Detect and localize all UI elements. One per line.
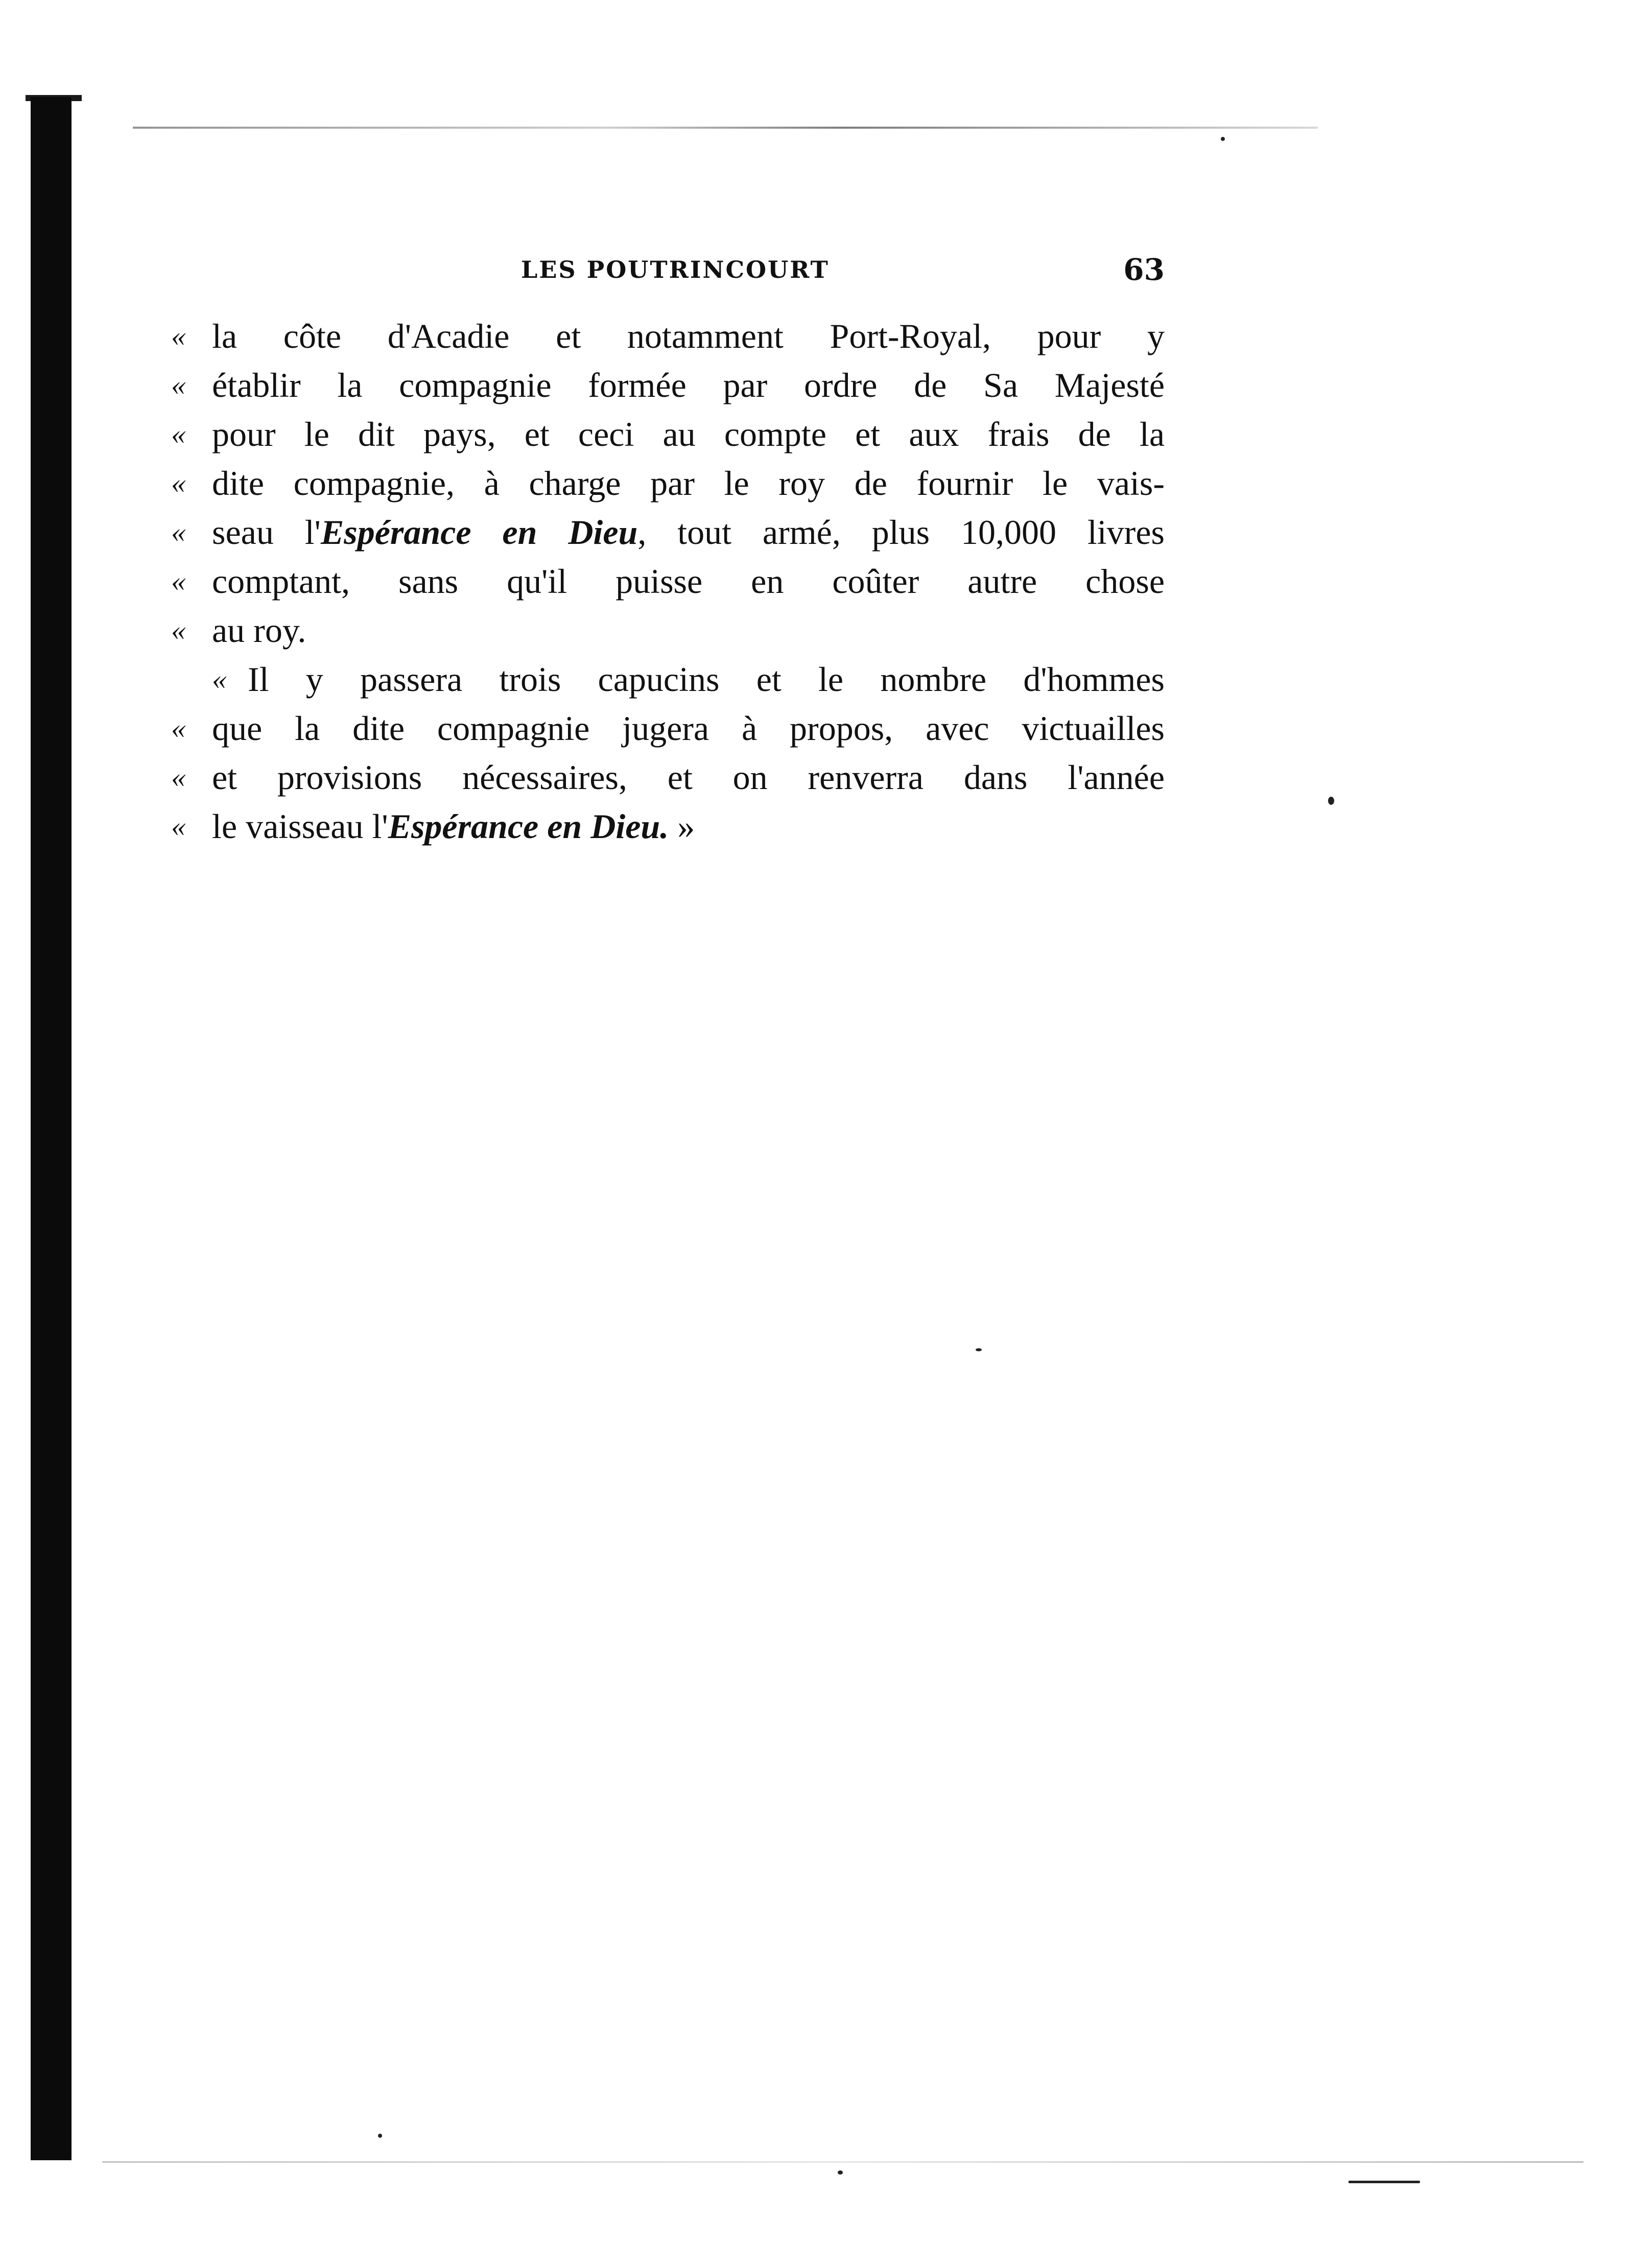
text-segment: la côte d'Acadie et notamment Port-Royal, pour y (212, 317, 1165, 355)
line-text (212, 802, 1165, 851)
text-line (171, 557, 1165, 606)
quote-mark: « (171, 711, 186, 745)
line-text (212, 704, 1165, 753)
italic-title: Espérance en Dieu (320, 513, 638, 552)
text-segment: pour le dit pays, et ceci au compte et aux frais de la (212, 415, 1165, 453)
text-line (171, 459, 1165, 508)
text-segment: que la dite compagnie jugera à propos, avec victuailles (212, 709, 1165, 748)
text-line (171, 606, 1165, 655)
text-line (171, 508, 1165, 557)
line-text (212, 312, 1165, 361)
text-line (171, 410, 1165, 459)
running-title: LES POUTRINCOURT (521, 256, 830, 283)
text-line (171, 312, 1165, 361)
text-segment: comptant, sans qu'il puisse en coûter autre chose (212, 562, 1165, 601)
text-segment: et provisions nécessaires, et on renverra dans l'année (212, 758, 1165, 797)
line-text (212, 459, 1165, 508)
quote-mark: « (171, 760, 186, 794)
text-line (171, 655, 1165, 704)
italic-title: Espérance en Dieu. (388, 807, 669, 846)
text-segment: Il y passera trois capucins et le nombre d'hommes (248, 660, 1165, 699)
line-text (212, 606, 1165, 655)
text-segment: le vaisseau l' (212, 807, 388, 846)
scan-speck (378, 2134, 382, 2138)
scan-speck (1348, 2181, 1420, 2183)
quote-mark: « (212, 662, 227, 696)
quote-mark: « (171, 319, 186, 352)
running-head (169, 249, 1165, 290)
line-text (212, 557, 1165, 606)
quote-mark: « (171, 466, 186, 499)
quote-mark: « (171, 368, 186, 401)
scan-speck (1328, 797, 1334, 805)
text-line (171, 704, 1165, 753)
text-segment: » (669, 807, 695, 846)
text-segment: dite compagnie, à charge par le roy de fournir le vais- (212, 464, 1165, 503)
binding-edge (31, 97, 72, 2160)
scan-speck (976, 1348, 982, 1351)
text-segment: au roy. (212, 611, 306, 650)
quote-mark: « (171, 564, 186, 598)
line-text (212, 410, 1165, 459)
text-segment: , tout armé, plus 10,000 livres (637, 513, 1165, 552)
line-text (248, 655, 1165, 704)
line-text (212, 508, 1165, 557)
quote-mark: « (171, 809, 186, 843)
quote-mark: « (171, 515, 186, 548)
text-segment: seau l' (212, 513, 321, 552)
quote-mark: « (171, 613, 186, 647)
line-text (212, 753, 1165, 802)
text-line (171, 802, 1165, 851)
text-segment: établir la compagnie formée par ordre de Sa Majesté (212, 366, 1165, 404)
line-text (212, 361, 1165, 410)
scan-speck (838, 2170, 843, 2175)
scan-noise-top (133, 127, 1318, 129)
text-line (171, 753, 1165, 802)
page-number: 63 (1123, 252, 1165, 287)
quote-mark: « (171, 417, 186, 450)
scan-speck (1221, 137, 1225, 141)
scan-noise-bottom (102, 2161, 1583, 2163)
text-line (171, 361, 1165, 410)
body-text (171, 312, 1165, 851)
